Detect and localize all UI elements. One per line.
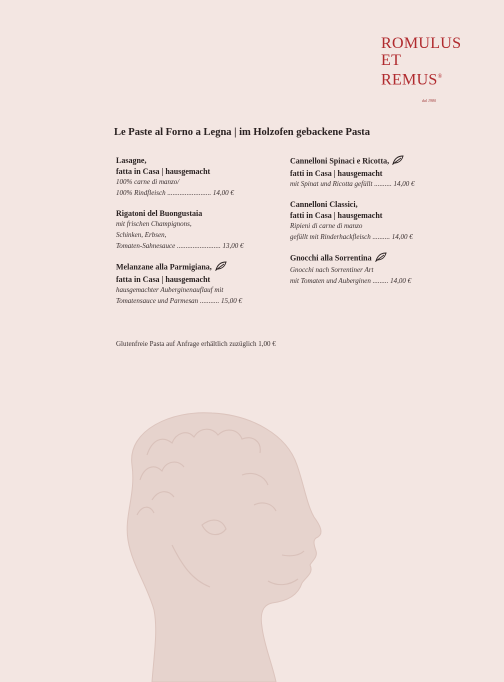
dish-title: Gnocchi alla Sorrentina [290, 253, 372, 263]
logo-line-2: ET [381, 52, 402, 69]
dot-leader: .......... [374, 180, 392, 188]
dish-description: hausgemachter Auberginenauflauf mit [116, 286, 224, 294]
dish-lasagne [116, 155, 276, 199]
dot-leader: ......................... [167, 189, 212, 197]
dish-description: 100% carne di manzo/ [116, 178, 180, 186]
registered-mark: ® [437, 74, 443, 80]
leaf-icon [215, 261, 227, 274]
right-column [290, 155, 450, 296]
dish-subtitle: fatta in Casa | hausgemacht [116, 167, 211, 176]
dish-price: 15,00 € [220, 297, 242, 305]
dish-title: Lasagne, [116, 156, 147, 165]
dish-price-line [116, 241, 276, 252]
dish-description: Tomatensauce und Parmesan [116, 297, 199, 305]
dish-description: Gnocchi nach Sorrentiner Art [290, 266, 374, 274]
dish-rigatoni [116, 208, 276, 252]
dish-gnocchi [290, 252, 450, 287]
dish-price-line [116, 296, 276, 307]
dish-description: 100% Rindfleisch [116, 189, 166, 197]
dish-description: mit Spinat und Ricotta gefüllt [290, 180, 373, 188]
dish-description: mit frischen Champignons, [116, 220, 192, 228]
roman-bust-watermark [92, 405, 342, 682]
logo-line-1: ROMULUS [381, 35, 462, 52]
restaurant-logo [381, 35, 462, 103]
dish-title: Rigatoni del Buongustaia [116, 209, 203, 218]
dish-description: gefüllt mit Rinderhackfleisch [290, 233, 371, 241]
dish-subtitle: fatta in Casa | hausgemacht [116, 275, 211, 284]
dish-title: Cannelloni Spinaci e Ricotta, [290, 156, 390, 166]
dot-leader: ......................... [176, 242, 221, 250]
section-heading: Le Paste al Forno a Legna | im Holzofen gebackene Pasta [114, 127, 371, 138]
dot-leader: .......... [372, 233, 390, 241]
dish-description: mit Tomaten und Auberginen [290, 277, 371, 285]
dish-price: 14,00 € [212, 189, 234, 197]
dish-price-line [290, 276, 450, 287]
dish-price: 14,00 € [393, 180, 415, 188]
dish-melanzane [116, 261, 276, 307]
dish-price-line [290, 179, 450, 190]
dish-title: Melanzane alla Parmigiana, [116, 262, 212, 272]
leaf-icon [375, 252, 387, 265]
dish-price-line [116, 188, 276, 199]
logo-line-3: REMUS [381, 71, 438, 89]
leaf-icon [392, 155, 404, 168]
dish-price: 13,00 € [222, 242, 244, 250]
dish-price: 14,00 € [391, 233, 413, 241]
dish-subtitle: fatti in Casa | hausgemacht [290, 211, 383, 220]
dot-leader: ........... [199, 297, 220, 305]
dish-cannelloni-spinaci [290, 155, 450, 190]
logo-since: dal 1980 [421, 98, 437, 103]
dish-description: Ripieni di carne di manzo [290, 222, 363, 230]
dish-price: 14,00 € [390, 277, 412, 285]
dish-description: Schinken, Erbsen, [116, 231, 167, 239]
dish-subtitle: fatti in Casa | hausgemacht [290, 169, 383, 178]
dish-title: Cannelloni Classici, [290, 200, 358, 209]
left-column [116, 155, 276, 316]
dish-price-line [290, 232, 450, 243]
dish-cannelloni-classici [290, 199, 450, 243]
dish-description: Tomaten-Sahnesauce [116, 242, 176, 250]
dot-leader: ......... [372, 277, 389, 285]
gluten-free-note: Glutenfreie Pasta auf Anfrage erhältlich zuzüglich 1,00 € [116, 340, 276, 348]
